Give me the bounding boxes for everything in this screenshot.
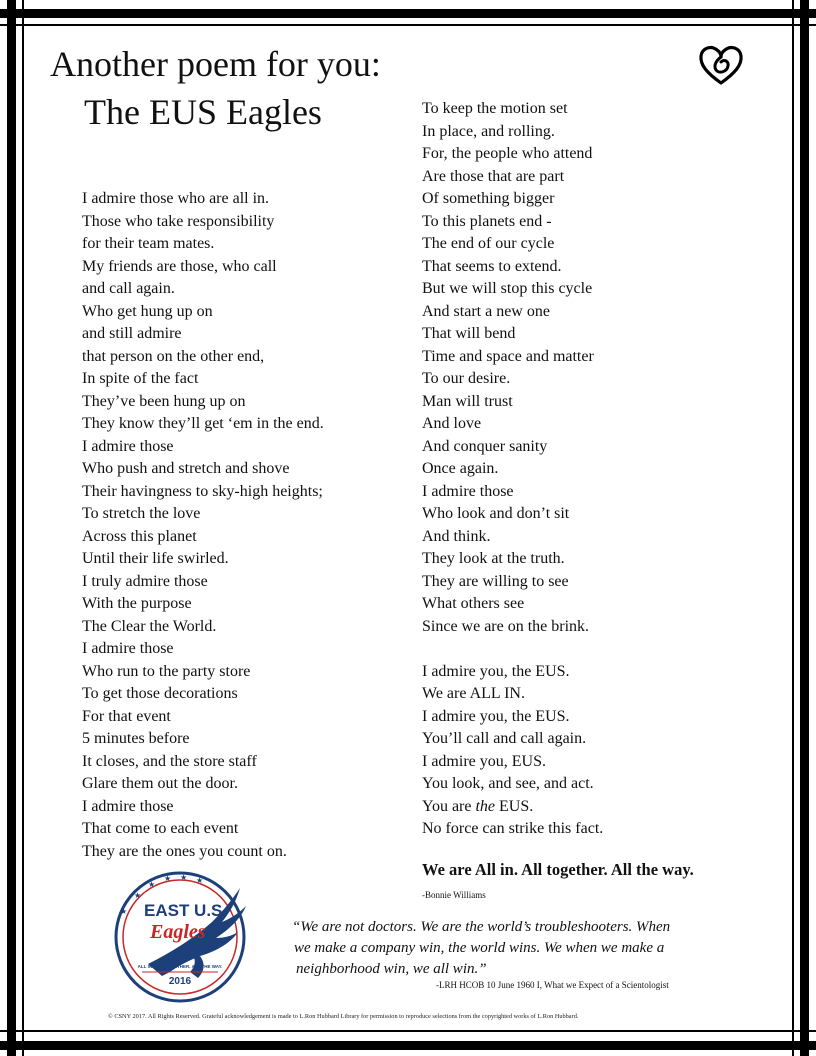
quote-line: we make a company win, the world wins. We when we make a <box>294 940 665 956</box>
poem-line: And love <box>422 415 482 432</box>
frame-bottom-thick-line <box>0 1041 816 1050</box>
poem-line: That seems to extend. <box>422 257 562 275</box>
svg-text:★: ★ <box>134 891 142 900</box>
poem-line: The end of our cycle <box>422 235 555 252</box>
quote-line: neighborhood win, we all win.” <box>296 961 487 977</box>
poem-line: In spite of the fact <box>82 370 199 387</box>
poem-tagline: We are All in. All together. All the way. <box>422 860 694 879</box>
poem-line: For that event <box>82 707 171 725</box>
badge-year: 2016 <box>168 976 192 987</box>
poem-line: They look at the truth. <box>422 550 565 567</box>
poem-line: That will bend <box>422 325 516 342</box>
poem-line: To our desire. <box>422 370 511 387</box>
poem-line: But we will stop this cycle <box>422 280 593 297</box>
poem-line: You look, and see, and act. <box>422 775 594 792</box>
poem-author: -Bonnie Williams <box>422 890 486 900</box>
poem-line: You’ll call and call again. <box>422 730 587 747</box>
svg-text:★: ★ <box>196 876 204 885</box>
frame-top-thin-line <box>0 24 816 26</box>
poem-line: Across this planet <box>82 527 197 545</box>
svg-text:★: ★ <box>164 874 172 883</box>
poem-line: Those who take responsibility <box>82 212 275 230</box>
poem-line: Time and space and matter <box>422 347 594 365</box>
badge-title: EAST U.S. <box>144 901 228 920</box>
poem-line: and call again. <box>82 280 175 297</box>
svg-text:★: ★ <box>180 873 188 882</box>
poem-line: I admire you, the EUS. <box>422 662 570 680</box>
poem-left-column <box>82 188 324 863</box>
poem-line: It closes, and the store staff <box>82 752 257 770</box>
poem-line: Until their life swirled. <box>82 550 229 567</box>
poem-line: And start a new one <box>422 302 550 320</box>
poem-right-column <box>422 98 603 841</box>
poem-line: That come to each event <box>82 820 239 837</box>
poem-line: They are willing to see <box>422 572 569 590</box>
poem-line: I truly admire those <box>82 572 208 590</box>
poem-line: Who look and don’t sit <box>422 505 570 522</box>
poem-line: They’ve been hung up on <box>82 392 246 410</box>
frame-left-thick-line <box>7 0 16 1056</box>
poem-line: Since we are on the brink. <box>422 617 590 635</box>
poem-line: Once again. <box>422 460 499 477</box>
poem-line: I admire you, EUS. <box>422 752 546 770</box>
poem-line: Their havingness to sky-high heights; <box>82 482 323 500</box>
poem-line: and still admire <box>82 325 182 342</box>
poem-line: Who push and stretch and shove <box>82 460 290 477</box>
poem-line: For, the people who attend <box>422 145 593 162</box>
poem-line: I admire those who are all in. <box>82 190 270 207</box>
quote-source: -LRH HCOB 10 June 1960 I, What we Expect of a Scientologist <box>436 980 669 990</box>
frame-right-thick-line <box>800 0 809 1056</box>
page-subtitle: The EUS Eagles <box>84 92 322 132</box>
svg-text:★: ★ <box>148 880 156 889</box>
poem-line: My friends are those, who call <box>82 257 277 275</box>
poem-line: They know they’ll get ‘em in the end. <box>82 415 324 432</box>
quote-block <box>292 917 732 980</box>
poem-line: that person on the other end, <box>82 347 265 365</box>
poem-line: In place, and rolling. <box>422 122 555 140</box>
poem-line: To keep the motion set <box>422 100 568 117</box>
poem-line: for their team mates. <box>82 235 215 252</box>
poem-line: They are the ones you count on. <box>82 842 287 860</box>
poem-line: I admire those <box>422 482 514 500</box>
poem-line: And think. <box>422 527 491 545</box>
poem-line: Are those that are part <box>422 167 565 185</box>
poem-line: 5 minutes before <box>82 730 190 747</box>
frame-right-thin-line <box>792 0 794 1056</box>
frame-bottom-thin-line <box>0 1030 816 1032</box>
poem-line: To stretch the love <box>82 505 201 522</box>
page-title: Another poem for you: <box>50 44 381 84</box>
poem-line: No force can strike this fact. <box>422 820 604 837</box>
badge-eagles-text: Eagles <box>150 921 206 943</box>
poem-line: I admire you, the EUS. <box>422 707 570 725</box>
poem-line <box>422 638 603 661</box>
poem-line: We are ALL IN. <box>422 685 525 702</box>
poem-line: Glare them out the door. <box>82 775 238 792</box>
poem-line: What others see <box>422 595 525 612</box>
poem-line: To this planets end - <box>422 212 552 230</box>
heart-swirl-logo-icon <box>697 43 745 87</box>
east-us-eagles-badge <box>82 868 278 1006</box>
quote-line: “We are not doctors. We are the world’s troubleshooters. When <box>292 919 671 935</box>
badge-motto: ALL IN. ALL TOGETHER. ALL THE WAY. <box>137 964 223 969</box>
poem-line: Who run to the party store <box>82 662 251 680</box>
frame-left-thin-line <box>22 0 24 1056</box>
svg-text:★: ★ <box>120 907 128 916</box>
poem-line: Of something bigger <box>422 190 555 207</box>
poem-line: I admire those <box>82 797 174 815</box>
poem-line: With the purpose <box>82 595 192 612</box>
poem-line: I admire those <box>82 437 174 455</box>
copyright-footer: © CSNY 2017. All Rights Reserved. Grateful acknowledgement is made to L.Ron Hubbard Library for permission to reproduce selections from the copyrighted works of L.Ron Hubbard. <box>108 1013 579 1020</box>
frame-top-thick-line <box>0 9 816 18</box>
poem-line: Who get hung up on <box>82 302 213 320</box>
poem-line: Man will trust <box>422 392 513 410</box>
poem-line: I admire those <box>82 640 174 657</box>
poem-line: And conquer sanity <box>422 437 548 455</box>
poem-line: To get those decorations <box>82 685 238 702</box>
poem-line: You are the EUS. <box>422 797 534 815</box>
poem-line: The Clear the World. <box>82 617 217 635</box>
